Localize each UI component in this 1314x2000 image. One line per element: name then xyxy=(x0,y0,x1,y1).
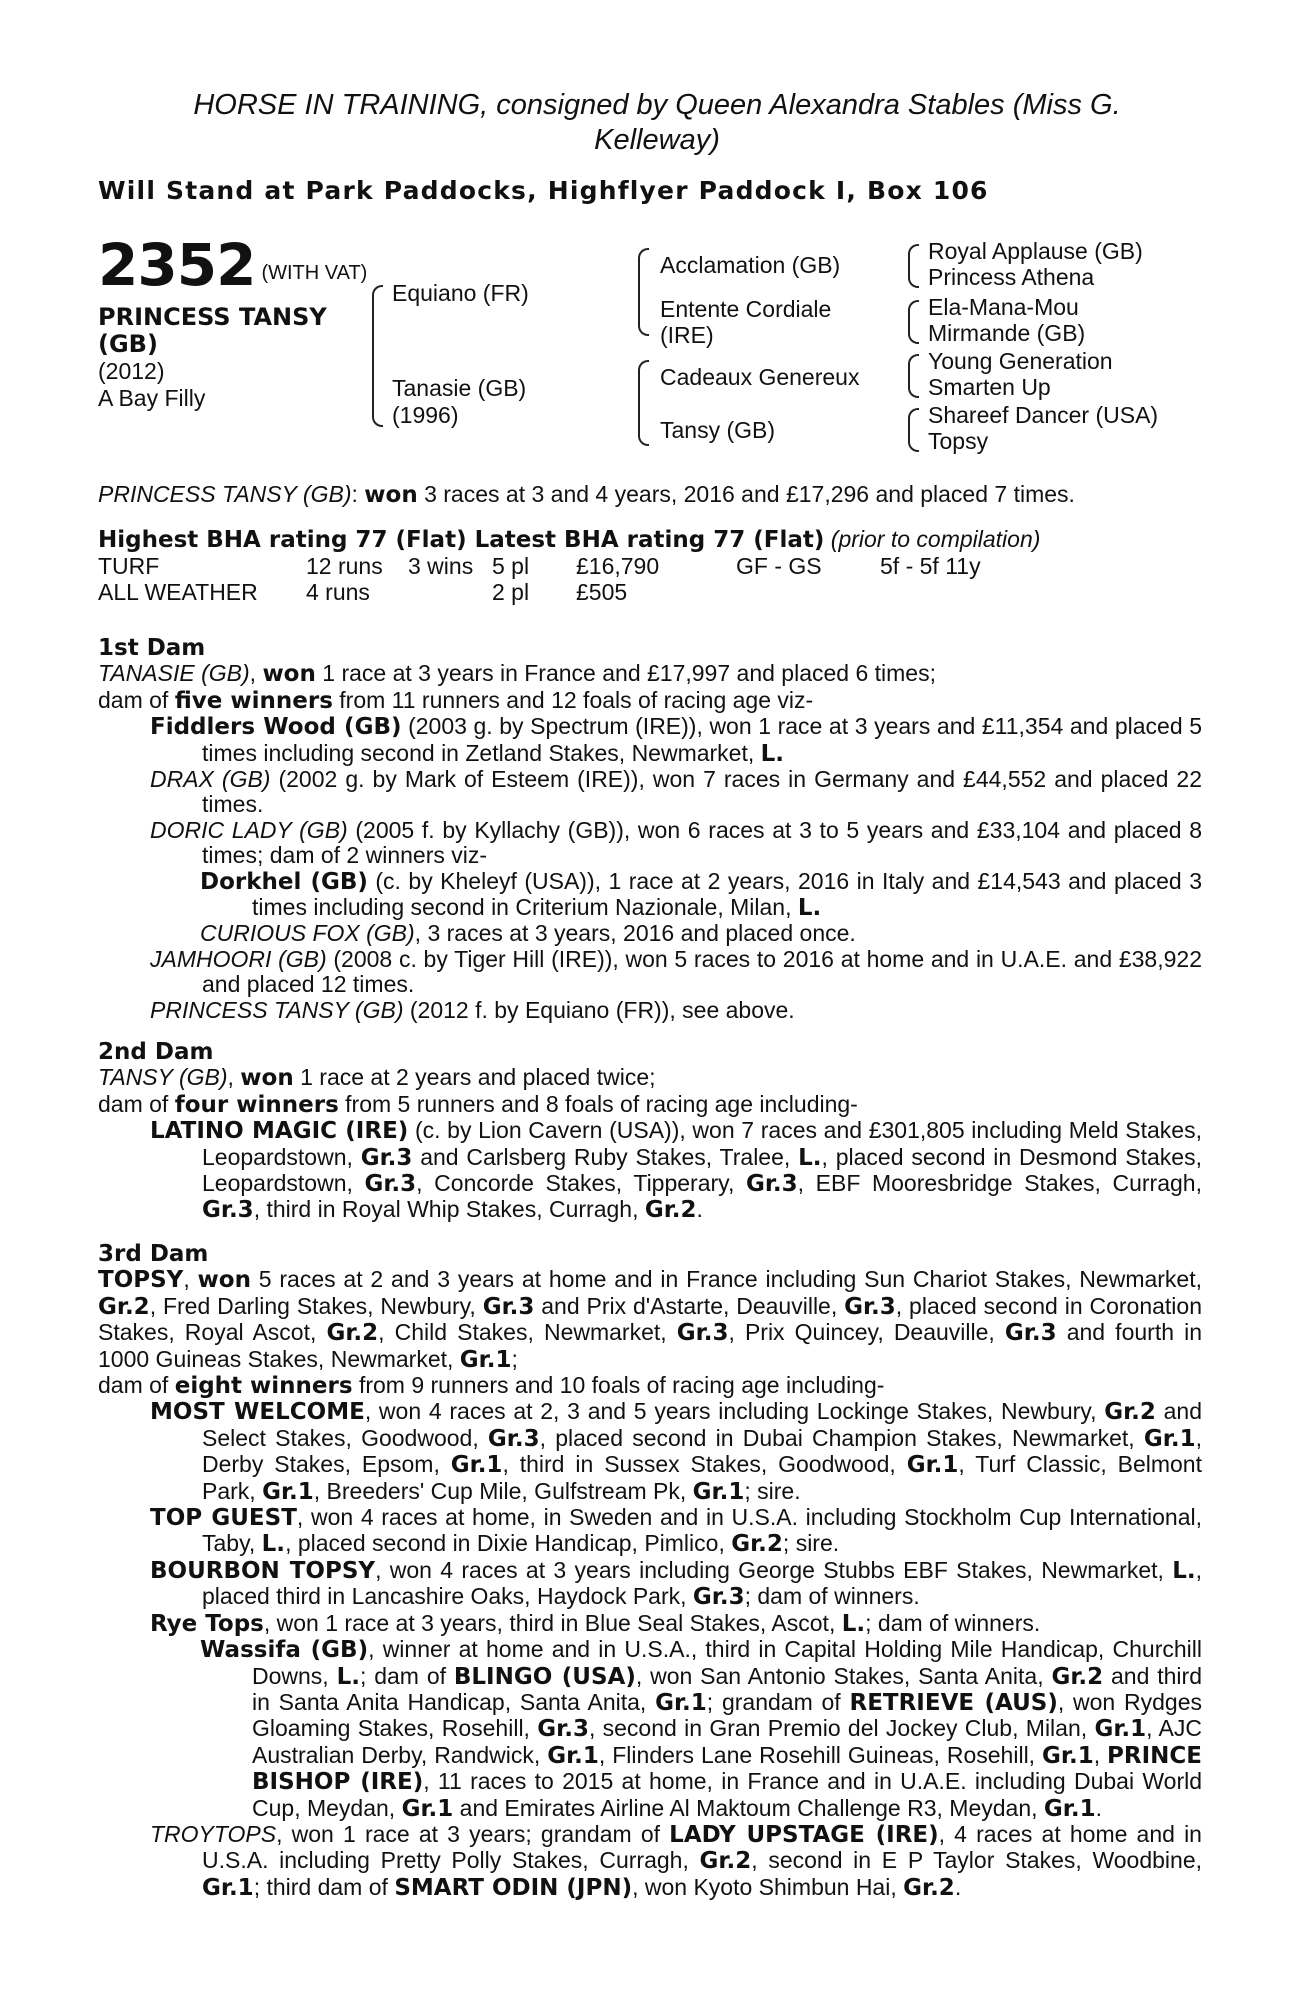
progeny-text: , placed second in Dubai Champion Stakes, Newmarket, xyxy=(539,1424,1144,1451)
lot-vat: (WITH VAT) xyxy=(261,262,368,284)
grade-listed: L. xyxy=(798,1144,822,1171)
ped-ddd: Topsy xyxy=(928,428,989,454)
grade: Gr.1 xyxy=(655,1689,707,1716)
grade: Gr.1 xyxy=(1043,1795,1096,1822)
third-dam-line2 xyxy=(98,1373,1202,1399)
record-wins: 3 wins xyxy=(408,553,474,580)
grade-listed: L. xyxy=(261,1531,286,1558)
grade: Gr.3 xyxy=(1004,1320,1057,1347)
progeny-name: TOP GUEST xyxy=(150,1505,297,1532)
progeny-name: BOURBON TOPSY xyxy=(150,1557,376,1584)
brace-g4 xyxy=(908,408,919,452)
progeny-text: , won Kyoto Shimbun Hai, xyxy=(632,1873,904,1900)
progeny-text: . xyxy=(1095,1794,1102,1821)
record-wins xyxy=(408,579,492,605)
progeny-text: , xyxy=(1093,1741,1108,1768)
grade: Gr.2 xyxy=(1104,1399,1156,1426)
progeny-top-guest xyxy=(150,1505,1202,1558)
ped-ss: Acclamation (GB) xyxy=(660,252,841,278)
progeny-text: (2002 g. by Mark of Esteem (IRE)), won 7 races in Germany and £44,552 and placed 22 times. xyxy=(202,766,1202,818)
third-dam-text: , Prix Quincey, Deauville, xyxy=(728,1319,1005,1346)
progeny-name: LADY UPSTAGE (IRE) xyxy=(669,1821,939,1848)
grade: Gr.3 xyxy=(692,1584,745,1611)
progeny-name: TROYTOPS xyxy=(150,1820,277,1847)
grade: Gr.1 xyxy=(450,1452,503,1479)
summary-won: won xyxy=(364,482,418,508)
grade: Gr.1 xyxy=(906,1452,959,1479)
progeny-text: , won 4 races at 2, 3 and 5 years including Lockinge Stakes, Newbury, xyxy=(364,1398,1105,1425)
table-row xyxy=(98,553,981,579)
progeny-text: , Concorde Stakes, Tipperary, xyxy=(416,1170,746,1197)
lot-block xyxy=(98,231,368,412)
third-dam-text: and Prix d'Astarte, Deauville, xyxy=(534,1292,845,1319)
third-dam-line1: TOPSY, won 5 races at 2 and 3 years at home and in France including Sun Chariot Stakes, Newmarket, Gr.2, Fred Darling Stakes, Newbury, Gr.3 and Prix d'Astarte, Deauville, Gr.3, placed second in Coronation Stakes, Royal Ascot, Gr.2, Child Stakes, Newmarket, Gr.3, Prix Quincey, Deauville, Gr.3 and fourth in 1000 Guineas Stakes, Newmarket, Gr.1; xyxy=(98,1266,1203,1373)
ped-sd-1: Entente Cordiale xyxy=(660,296,832,322)
ped-sdd: Mirmande (GB) xyxy=(928,320,1086,346)
progeny-most-welcome xyxy=(150,1399,1202,1505)
record-surface: TURF xyxy=(98,553,160,580)
grade: Gr.1 xyxy=(202,1874,254,1901)
progeny-text: and Select Stakes, Goodwood, xyxy=(202,1398,1203,1451)
grade: Gr.3 xyxy=(360,1144,413,1171)
progeny-bourbon-topsy xyxy=(150,1558,1202,1611)
ratings-note: (prior to compilation) xyxy=(830,526,1041,553)
progeny-text: , second in E P Taylor Stakes, Woodbine, xyxy=(751,1847,1203,1874)
grade: Gr.1 xyxy=(692,1478,745,1505)
first-dam-text: 1 race at 3 years in France and £17,997 and placed 6 times; xyxy=(315,660,936,687)
race-record-table xyxy=(98,553,981,605)
grade: Gr.2 xyxy=(731,1531,783,1558)
grade: Gr.2 xyxy=(644,1197,697,1224)
progeny-text: and Carlsberg Ruby Stakes, Tralee, xyxy=(412,1143,799,1170)
progeny-text: , placed third in Lancashire Oaks, Haydock Park, xyxy=(202,1556,1202,1610)
grade: Gr.1 xyxy=(262,1478,314,1505)
ped-dam-year: (1996) xyxy=(392,402,459,428)
grade: Gr.1 xyxy=(459,1346,512,1373)
progeny-name: SMART ODIN (JPN) xyxy=(394,1874,633,1901)
grade: Gr.3 xyxy=(676,1320,729,1347)
grade: Gr.3 xyxy=(482,1293,535,1320)
horse-name xyxy=(98,304,367,358)
progeny-dorkhel xyxy=(200,869,1202,922)
grade: Gr.1 xyxy=(547,1742,599,1769)
progeny-text: (c. by Lion Cavern (USA)), won 7 races and £301,805 including Meld Stakes, Leopardstown, xyxy=(202,1117,1202,1170)
record-prize: £16,790 xyxy=(576,553,660,580)
progeny-name: JAMHOORI (GB) xyxy=(150,945,327,972)
grade: Gr.3 xyxy=(537,1716,589,1743)
progeny-princess-tansy xyxy=(150,998,1202,1023)
ratings-label: Highest BHA rating 77 (Flat) Latest BHA rating 77 (Flat) xyxy=(98,527,825,554)
progeny-text: , 4 races at home and in U.S.A. including Pretty Polly Stakes, Curragh, xyxy=(202,1820,1202,1874)
first-dam-line2 xyxy=(98,688,1202,714)
progeny-text: (2012 f. by Equiano (FR)), see above. xyxy=(403,996,795,1023)
progeny-text: , won San Antonio Stakes, Santa Anita, xyxy=(635,1662,1052,1689)
progeny-troytops xyxy=(150,1822,1202,1901)
ratings-line xyxy=(98,526,1202,553)
first-dam-heading: 1st Dam xyxy=(98,635,206,661)
second-dam-won: won xyxy=(240,1065,294,1092)
progeny-text: , Breeders' Cup Mile, Gulfstream Pk, xyxy=(313,1477,693,1504)
grade-listed: L. xyxy=(336,1663,360,1690)
progeny-text: , won 1 race at 3 years; grandam of xyxy=(276,1820,670,1847)
progeny-text: , won Rydges Gloaming Stakes, Rosehill, xyxy=(252,1688,1202,1742)
third-dam-text: and fourth in 1000 Guineas Stakes, Newmarket, xyxy=(98,1319,1203,1372)
ped-dd: Tansy (GB) xyxy=(660,417,776,443)
progeny-name: RETRIEVE (AUS) xyxy=(849,1689,1058,1716)
progeny-text: , Flinders Lane Rosehill Guineas, Rosehill, xyxy=(598,1741,1043,1768)
horse-name-line2: (GB) xyxy=(98,330,158,358)
progeny-text: ; sire. xyxy=(744,1477,801,1504)
brace-sire-parents xyxy=(638,248,649,336)
second-dam-text: 1 race at 2 years and placed twice; xyxy=(293,1064,656,1091)
ped-ssd: Princess Athena xyxy=(928,264,1095,290)
progeny-text: and third in Santa Anita Handicap, Santa Anita, xyxy=(252,1662,1202,1715)
first-dam-won: won xyxy=(262,661,316,688)
third-dam-text: dam of xyxy=(98,1372,175,1399)
progeny-text: ; dam of winners. xyxy=(744,1583,920,1610)
first-dam-text: dam of xyxy=(98,686,175,713)
progeny-latino-magic xyxy=(150,1118,1202,1224)
third-dam-text: from 9 runners and 10 foals of racing age including- xyxy=(352,1372,885,1399)
horse-description: A Bay Filly xyxy=(98,385,206,411)
ped-dsd: Smarten Up xyxy=(928,374,1051,400)
grade: Gr.3 xyxy=(487,1425,540,1452)
brace-g3 xyxy=(908,354,919,398)
brace-dam-parents xyxy=(638,360,649,446)
progeny-text: , won 1 race at 3 years, third in Blue Seal Stakes, Ascot, xyxy=(263,1609,842,1636)
second-dam-text: from 5 runners and 8 foals of racing age including- xyxy=(338,1090,858,1117)
progeny-text: (2003 g. by Spectrum (IRE)), won 1 race at 3 years and £11,354 and placed 5 times including second in Zetland Stakes, Newmarket, xyxy=(202,713,1202,766)
second-dam-text: dam of xyxy=(98,1090,175,1117)
second-dam-name: TANSY (GB) xyxy=(98,1064,228,1091)
ped-sd-2: (IRE) xyxy=(660,322,714,348)
progeny-text: (c. by Kheleyf (USA)), 1 race at 2 years, 2016 in Italy and £14,543 and placed 3 times including second in Criterium Nazionale, Milan, xyxy=(252,867,1202,921)
progeny-text: ; grandam of xyxy=(706,1688,850,1715)
progeny-name: Fiddlers Wood (GB) xyxy=(150,714,402,741)
progeny-text: ; dam of winners. xyxy=(865,1609,1041,1636)
brace-sire-dam xyxy=(372,285,383,427)
first-dam-line1: TANASIE (GB), won 1 race at 3 years in France and £17,997 and placed 6 times; xyxy=(98,660,936,688)
second-dam-line1: TANSY (GB), won 1 race at 2 years and placed twice; xyxy=(98,1064,656,1092)
second-dam-section xyxy=(98,1040,1202,1224)
horse-year: (2012) xyxy=(98,358,165,384)
first-dam-section xyxy=(98,636,1202,1023)
progeny-rye-tops xyxy=(150,1611,1202,1637)
grade: Gr.2 xyxy=(699,1848,752,1875)
progeny-text: , Turf Classic, Belmont Park, xyxy=(202,1451,1202,1504)
first-dam-name: TANASIE (GB) xyxy=(98,660,250,687)
progeny-text: , third in Royal Whip Stakes, Curragh, xyxy=(253,1196,645,1223)
progeny-curious-fox xyxy=(200,921,1202,946)
grade-listed: L. xyxy=(760,740,785,767)
progeny-name: LATINO MAGIC (IRE) xyxy=(150,1118,409,1145)
progeny-text: , 11 races to 2015 at home, in France and in U.A.E. including Dubai World Cup, Meydan, xyxy=(252,1768,1203,1821)
third-dam-text: , placed second in Coronation Stakes, Royal Ascot, xyxy=(98,1292,1202,1346)
progeny-text: (2005 f. by Kyllachy (GB)), won 6 races at 3 to 5 years and £33,104 and placed 8 times; dam of 2 winners viz- xyxy=(202,816,1202,869)
grade: Gr.3 xyxy=(364,1171,417,1198)
brace-g1 xyxy=(908,244,919,288)
record-going: GF - GS xyxy=(736,553,822,580)
progeny-text: , winner at home and in U.S.A., third in Capital Holding Mile Handicap, Churchill Downs, xyxy=(252,1636,1202,1689)
ped-dam: Tanasie (GB) xyxy=(392,375,527,401)
progeny-name: Dorkhel (GB) xyxy=(200,868,368,895)
record-placed: 5 pl xyxy=(492,553,530,580)
progeny-text: (2008 c. by Tiger Hill (IRE)), won 5 races to 2016 at home and in U.A.E. and £38,922 and placed 12 times. xyxy=(202,945,1202,998)
second-dam-winners: four winners xyxy=(174,1091,339,1118)
progeny-text: , placed second in Desmond Stakes, Leopardstown, xyxy=(202,1143,1202,1197)
progeny-text: . xyxy=(954,1873,962,1900)
ped-sss: Royal Applause (GB) xyxy=(928,238,1143,264)
progeny-name: Wassifa (GB) xyxy=(200,1637,369,1664)
third-dam-name: TOPSY xyxy=(98,1267,184,1294)
first-dam-winners: five winners xyxy=(174,687,333,714)
summary-horse-name: PRINCESS TANSY (GB) xyxy=(98,481,352,507)
record-prize: £505 xyxy=(576,579,628,606)
page-title: HORSE IN TRAINING, consigned by Queen Alexandra Stables (Miss G. Kelleway) xyxy=(193,89,1121,156)
record-distance xyxy=(880,579,981,605)
brace-g2 xyxy=(908,300,919,344)
race-summary xyxy=(98,482,1202,605)
grade: Gr.3 xyxy=(745,1171,798,1198)
stand-location: Will Stand at Park Paddocks, Highflyer Paddock I, Box 106 xyxy=(98,176,989,205)
progeny-name: MOST WELCOME xyxy=(150,1399,365,1426)
progeny-text: , AJC Australian Derby, Randwick, xyxy=(252,1715,1202,1768)
grade-listed: L. xyxy=(797,895,822,922)
progeny-text: and Emirates Airline Al Maktoum Challenge R3, Meydan, xyxy=(453,1794,1044,1821)
progeny-text: , 3 races at 3 years, 2016 and placed once. xyxy=(414,920,856,947)
grade: Gr.1 xyxy=(1094,1716,1147,1743)
progeny-text: , won 4 races at 3 years including George Stubbs EBF Stakes, Newmarket, xyxy=(375,1556,1173,1583)
progeny-text: ; sire. xyxy=(782,1530,840,1557)
ped-ds: Cadeaux Genereux xyxy=(660,364,860,390)
grade: Gr.3 xyxy=(202,1197,254,1224)
grade-listed: L. xyxy=(841,1610,866,1637)
grade: Gr.3 xyxy=(844,1293,896,1320)
progeny-name: PRINCE BISHOP (IRE) xyxy=(252,1742,1203,1796)
third-dam-heading: 3rd Dam xyxy=(98,1241,209,1267)
record-going xyxy=(736,579,880,605)
third-dam-section xyxy=(98,1242,1202,1901)
progeny-wassifa xyxy=(200,1637,1202,1822)
progeny-text: , third in Sussex Stakes, Goodwood, xyxy=(502,1451,907,1478)
progeny-name: CURIOUS FOX (GB) xyxy=(200,920,415,947)
horse-name-line1: PRINCESS TANSY xyxy=(98,303,327,331)
record-runs: 4 runs xyxy=(306,579,370,606)
progeny-text: , Derby Stakes, Epsom, xyxy=(202,1424,1202,1478)
progeny-text: ; third dam of xyxy=(253,1873,395,1900)
ped-sds: Ela-Mana-Mou xyxy=(928,294,1079,320)
first-dam-text: from 11 runners and 12 foals of racing age viz- xyxy=(332,686,814,713)
record-surface: ALL WEATHER xyxy=(98,579,258,606)
progeny-name: PRINCESS TANSY (GB) xyxy=(150,996,404,1023)
progeny-name: BLINGO (USA) xyxy=(453,1663,636,1690)
progeny-name: DRAX (GB) xyxy=(150,766,271,793)
second-dam-line2 xyxy=(98,1092,1202,1118)
grade: Gr.2 xyxy=(98,1293,150,1320)
summary-text: 3 races at 3 and 4 years, 2016 and £17,296 and placed 7 times. xyxy=(417,481,1075,507)
progeny-name: Rye Tops xyxy=(150,1610,264,1637)
record-placed: 2 pl xyxy=(492,579,530,606)
grade: Gr.1 xyxy=(401,1795,454,1822)
table-row xyxy=(98,579,981,605)
record-distance: 5f - 5f 11y xyxy=(880,553,981,580)
ped-dss: Young Generation xyxy=(928,348,1113,374)
grade: Gr.2 xyxy=(1051,1663,1104,1690)
progeny-text: , won 4 races at home, in Sweden and in U.S.A. including Stockholm Cup International, Taby, xyxy=(202,1504,1202,1557)
progeny-name: DORIC LADY (GB) xyxy=(150,816,348,843)
grade: Gr.1 xyxy=(1143,1425,1196,1452)
second-dam-heading: 2nd Dam xyxy=(98,1039,214,1065)
grade-listed: L. xyxy=(1172,1557,1196,1584)
progeny-jamhoori xyxy=(150,947,1202,998)
progeny-text: , EBF Mooresbridge Stakes, Curragh, xyxy=(797,1170,1202,1197)
summary-line: PRINCESS TANSY (GB): won 3 races at 3 and 4 years, 2016 and £17,296 and placed 7 times. xyxy=(98,481,1075,508)
progeny-text: ; dam of xyxy=(359,1662,454,1689)
third-dam-text: , Fred Darling Stakes, Newbury, xyxy=(149,1292,483,1319)
progeny-drax xyxy=(150,767,1202,818)
third-dam-text: ; xyxy=(511,1345,518,1372)
progeny-doric-lady xyxy=(150,818,1202,869)
ped-sire: Equiano (FR) xyxy=(392,280,529,306)
third-dam-winners: eight winners xyxy=(174,1373,353,1400)
grade: Gr.2 xyxy=(903,1874,955,1901)
record-runs: 12 runs xyxy=(306,553,383,580)
progeny-fiddlers-wood xyxy=(150,714,1202,767)
third-dam-won: won xyxy=(197,1267,251,1294)
third-dam-text: 5 races at 2 and 3 years at home and in France including Sun Chariot Stakes, Newmarket, xyxy=(250,1266,1202,1293)
progeny-text: . xyxy=(696,1196,703,1223)
grade: Gr.1 xyxy=(1042,1742,1094,1769)
lot-number: 2352 xyxy=(98,231,256,299)
grade: Gr.2 xyxy=(326,1320,379,1347)
progeny-text: , second in Gran Premio del Jockey Club, Milan, xyxy=(588,1715,1095,1742)
ped-dds: Shareef Dancer (USA) xyxy=(928,402,1159,428)
third-dam-text: , Child Stakes, Newmarket, xyxy=(378,1319,677,1346)
progeny-text: , placed second in Dixie Handicap, Pimlico, xyxy=(285,1530,732,1557)
